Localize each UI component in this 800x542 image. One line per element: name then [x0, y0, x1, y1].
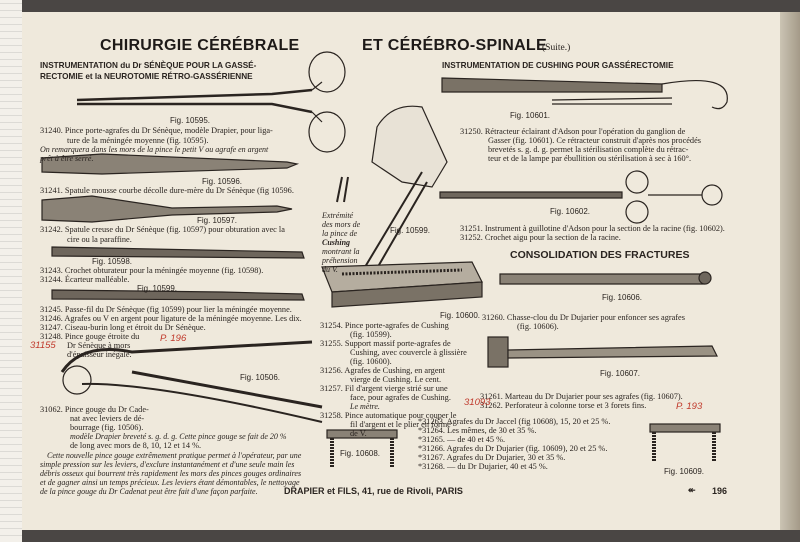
fig-label-10602: Fig. 10602. [550, 207, 591, 216]
text-note-2: prêt à être serré. [40, 154, 94, 163]
text-31262: 31262. Perforateur à colonne torse et 3 forets fins. [480, 401, 647, 410]
text-31251: 31251. Instrument à guillotine d'Adson pour la section de la racine (fig. 10602). [460, 224, 725, 233]
section-heading-seneque-1: INSTRUMENTATION du Dr SÉNÈQUE POUR LA GASSÉ- [40, 61, 257, 70]
text-31250d: teur et de la lampe par ébullition ou stérilisation à sec à 160°. [488, 154, 692, 163]
text-note-1: On remarquera dans les mors de la pince le petit V ou agrafe en argent [40, 145, 269, 154]
footer-publisher: DRAPIER et FILS, 41, rue de Rivoli, PARIS [284, 486, 463, 496]
crochet-10598-icon [52, 247, 304, 258]
text-cadenat-4: et de gagner ainsi un temps précieux. Les leviers étant démontables, le nettoyage [40, 478, 300, 487]
text-31264: *31264. Les mêmes, de 30 et 35 %. [418, 426, 537, 435]
text-31268: *31268. — du Dr Dujarier, 40 et 45 %. [418, 462, 548, 471]
page-title-right: ET CÉRÉBRO-SPINALE [362, 37, 547, 54]
spatula-10597-icon [42, 196, 292, 222]
text-31062b: nat avec leviers de dé- [70, 414, 145, 423]
caption-extremite-4: Cushing [322, 238, 351, 247]
text-31248b: Dr Sénèque à mors [67, 341, 131, 350]
catalog-page [22, 12, 780, 530]
text-31267: *31267. Agrafes du Dr Dujarier, 30 et 35 %. [418, 453, 566, 462]
fig-label-10598: Fig. 10598. [92, 257, 133, 266]
text-31062e: de long avec mors de 8, 10, 12 et 14 %. [70, 441, 202, 450]
text-31255b: Cushing, avec couvercle à glissière [350, 348, 467, 357]
text-31254: 31254. Pince porte-agrafes de Cushing [320, 321, 449, 330]
text-31260: 31260. Chasse-clou du Dr Dujarier pour enfoncer ses agrafes [482, 313, 685, 322]
hand-forceps-icon [362, 106, 447, 277]
fig-label-10599-cushing: Fig. 10599. [390, 226, 431, 235]
text-31260b: (fig. 10606). [517, 322, 559, 331]
text-31242: 31242. Spatule creuse du Dr Sénèque (fig. 10597) pour obturation avec la [40, 225, 285, 234]
fig-label-10607: Fig. 10607. [600, 369, 641, 378]
fig-label-10506: Fig. 10506. [240, 373, 281, 382]
handwritten-annotation-31155: 31155 [30, 340, 56, 351]
fig-label-10601: Fig. 10601. [510, 111, 551, 120]
page-number: 196 [712, 486, 728, 496]
caption-extremite-1: Extrémité [322, 211, 354, 220]
caption-extremite-7: du V. [322, 265, 338, 274]
text-31258b: fil d'argent et le plier en forme [350, 420, 451, 429]
text-31265: *31265. — de 40 et 45 %. [418, 435, 506, 444]
handwritten-annotation-p196: P. 196 [160, 333, 187, 344]
text-31250c: brevetés s. g. d. g. permet la stérilisation complète du rétrac- [488, 145, 689, 154]
text-31254b: (fig. 10599). [350, 330, 392, 339]
chasse-clou-10606-icon [500, 272, 711, 284]
section-heading-seneque-2: RECTOMIE et la NEUROTOMIE RÉTRO-GASSÉRIENNE [40, 72, 253, 81]
text-31248: 31248. Pince gouge étroite du [40, 332, 140, 341]
retractor-10601-icon [442, 78, 727, 109]
text-31257b: face, pour agrafes de Cushing. [350, 393, 451, 402]
text-31241: 31241. Spatule mousse courbe décolle dure-mère du Dr Sénèque (fig 10596. [40, 186, 294, 195]
text-31256b: vierge de Cushing. Le cent. [350, 375, 442, 384]
section-heading-cushing: INSTRUMENTATION DE CUSHING POUR GASSÉRECTOMIE [442, 61, 674, 70]
handwritten-annotation-31093: 31093 [464, 397, 491, 408]
fig-label-10608: Fig. 10608. [340, 449, 381, 458]
marteau-10607-icon [488, 337, 717, 367]
text-cadenat-2: simple pression sur les leviers, d'exclure instantanément et d'une seule main les [40, 460, 295, 469]
text-31250: 31250. Rétracteur éclairant d'Adson pour l'opération du ganglion de [460, 127, 686, 136]
text-31062c: bourrage (fig. 10506). [70, 423, 144, 432]
page-title-left: CHIRURGIE CÉRÉBRALE [100, 37, 300, 54]
text-31240: 31240. Pince porte-agrafes du Dr Sénèque, modèle Drapier, pour liga- [40, 126, 273, 135]
jaw-detail-icon [337, 177, 348, 202]
caption-extremite-3: la pince de [322, 229, 358, 238]
caption-extremite-5: montrant la [322, 247, 360, 256]
handwritten-annotation-p193: P. 193 [676, 401, 703, 412]
fig-label-10597: Fig. 10597. [197, 216, 238, 225]
text-cadenat-3: débris osseux qui bourrent très rapidement les mors des pinces gouges ordinaires [40, 469, 302, 478]
text-31247: 31247. Ciseau-burin long et étroit du Dr Sénèque. [40, 323, 206, 332]
text-31258: 31258. Pince automatique pour couper le [320, 411, 457, 420]
text-31266: *31266. Agrafes du Dr Dujarier (fig. 10609), 20 et 25 %. [418, 444, 608, 453]
text-31245: 31245. Passe-fil du Dr Sénèque (fig 10599) pour lier la méningée moyenne. [40, 305, 292, 314]
text-31261: 31261. Marteau du Dr Dujarier pour ses agrafes (fig. 10607). [480, 392, 683, 401]
fig-label-10599: Fig. 10599. [137, 284, 178, 293]
text-31258c: de V. [350, 429, 367, 438]
text-cadenat-5: de la pince gouge du Dr Cadenat peut être fait d'une façon parfaite. [40, 487, 258, 496]
passe-fil-10599-icon [52, 290, 304, 300]
section-heading-fractures: CONSOLIDATION DES FRACTURES [510, 249, 690, 261]
text-31255c: (fig. 10600). [350, 357, 392, 366]
fig-label-10606: Fig. 10606. [602, 293, 643, 302]
fig-label-10596: Fig. 10596. [202, 177, 243, 186]
text-31255: 31255. Support massif porte-agrafes de [320, 339, 451, 348]
text-31244: 31244. Écarteur malléable. [40, 275, 130, 284]
text-31062d: modèle Drapier breveté s. g. d. g. Cette pince gouge se fait de 20 % [70, 432, 287, 441]
text-31252: 31252. Crochet aigu pour la section de la racine. [460, 233, 621, 242]
fig-label-10600: Fig. 10600. [440, 311, 481, 320]
text-31250b: Gasser (fig. 10601). Ce rétracteur construit d'après nos procédés [488, 136, 701, 145]
fig-label-10609: Fig. 10609. [664, 467, 705, 476]
text-cadenat-1: Cette nouvelle pince gouge extrêmement pratique permet à l'opérateur, par une [47, 451, 302, 460]
text-31257: 31257. Fil d'argent vierge strié sur une [320, 384, 448, 393]
text-31240b: ture de la méningée moyenne (fig. 10595). [67, 136, 209, 145]
page-edge [778, 12, 800, 530]
suite-label: (Suite.) [542, 43, 571, 53]
fig-label-10595: Fig. 10595. [170, 116, 211, 125]
text-31256: 31256. Agrafes de Cushing, en argent [320, 366, 445, 375]
caption-extremite-2: des mors de [322, 220, 361, 229]
text-31248c: d'épaisseur inégale. [67, 350, 132, 359]
support-10600-icon [322, 262, 482, 307]
text-31062: 31062. Pince gouge du Dr Cade- [40, 405, 149, 414]
text-31242b: cire ou la paraffine. [67, 235, 132, 244]
text-31246: 31246. Agrafes ou V en argent pour ligature de la méningée moyenne. Les dix. [40, 314, 302, 323]
text-31257c: Le mètre. [350, 402, 380, 411]
binder-spine [0, 0, 22, 542]
text-31263: *31263. Agrafes du Dr Jaccel (fig 10608), 15, 20 et 25 %. [418, 417, 611, 426]
text-31243: 31243. Crochet obturateur pour la méningée moyenne (fig. 10598). [40, 266, 264, 275]
caption-extremite-6: préhension [322, 256, 358, 265]
agrafes-10609-icon [650, 424, 720, 462]
page-mark-icon: ↞ [688, 485, 696, 495]
